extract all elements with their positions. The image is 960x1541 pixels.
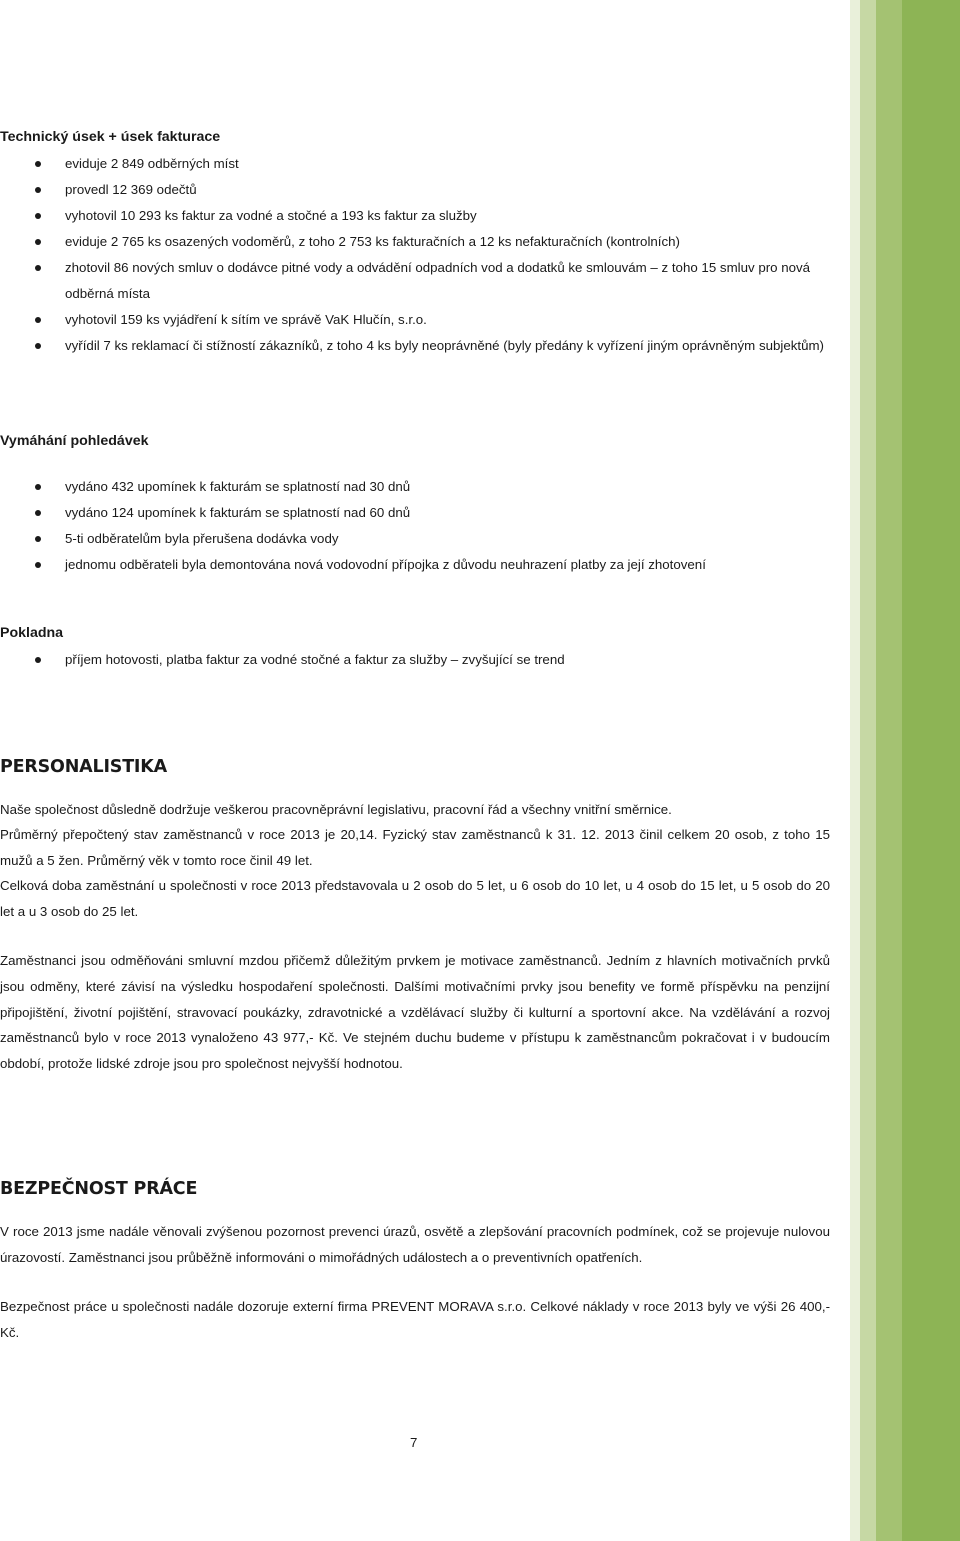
technical-section-title: Technický úsek + úsek fakturace — [0, 129, 221, 145]
bullet-icon — [35, 657, 41, 663]
safety-section-title: BEZPEČNOST PRÁCE — [0, 1179, 198, 1199]
technical-list — [0, 151, 842, 359]
list-item: eviduje 2 849 odběrných míst — [0, 151, 842, 177]
bullet-icon — [35, 343, 41, 349]
cash-section-title: Pokladna — [0, 625, 64, 641]
personnel-paragraph-4: Zaměstnanci jsou odměňováni smluvní mzdou přičemž důležitým prvkem je motivace zaměstnanců. Jedním z hlavních motivačních prvků jsou odměny, které závisí na výsledku hospodaření společnosti. Dalšími motivačními prvky jsou benefity ve formě příspěvku na penzijní připojištění, životní pojištění, stravovací poukázky, zdravotnické a vzdělávací služby či kulturní a sportovní akce. Na vzdělávání a rozvoj zaměstnanců bylo v roce 2013 vynaloženo 43 977,- Kč. Ve stejném duchu budeme v přístupu k zaměstnancům pokračovat i v budoucím období, protože lidské zdroje jsou pro společnost nejvyšší hodnotou. — [0, 953, 830, 1072]
bullet-icon — [35, 510, 41, 516]
personnel-section-title: PERSONALISTIKA — [0, 757, 167, 777]
list-item: zhotovil 86 nových smluv o dodávce pitné vody a odvádění odpadních vod a dodatků ke smlouvám – z toho 15 smluv pro nová odběrná místa — [0, 255, 842, 307]
list-item: příjem hotovosti, platba faktur za vodné stočné a faktur za služby – zvyšující se trend — [0, 647, 842, 673]
list-item: vyhotovil 10 293 ks faktur za vodné a stočné a 193 ks faktur za služby — [0, 203, 842, 229]
safety-paragraph-2: Bezpečnost práce u společnosti nadále dozoruje externí firma PREVENT MORAVA s.r.o. Celkové náklady v roce 2013 byly ve výši 26 400,- Kč. — [0, 1299, 830, 1340]
debts-list — [0, 474, 842, 578]
list-item: vydáno 124 upomínek k fakturám se splatností nad 60 dnů — [0, 500, 842, 526]
page-number: 7 — [410, 1435, 418, 1450]
bullet-icon — [35, 239, 41, 245]
list-item: provedl 12 369 odečtů — [0, 177, 842, 203]
bullet-icon — [35, 187, 41, 193]
safety-paragraph-1: V roce 2013 jsme nadále věnovali zvýšenou pozornost prevenci úrazů, osvětě a zlepšování pracovních podmínek, což se projevuje nulovou úrazovostí. Zaměstnanci jsou průběžně informováni o mimořádných událostech a o preventivních opatřeních. — [0, 1224, 830, 1265]
bullet-icon — [35, 562, 41, 568]
bullet-icon — [35, 213, 41, 219]
decorative-green-sidebar — [846, 0, 960, 1541]
list-item: eviduje 2 765 ks osazených vodoměrů, z toho 2 753 ks fakturačních a 12 ks nefakturačních (kontrolních) — [0, 229, 842, 255]
personnel-paragraph-3: Celková doba zaměstnání u společnosti v roce 2013 představovala u 2 osob do 5 let, u 6 osob do 10 let, u 4 osob do 15 let, u 5 osob do 20 let a u 3 osob do 25 let. — [0, 878, 830, 919]
bullet-icon — [35, 317, 41, 323]
bullet-icon — [35, 536, 41, 542]
debts-section-title: Vymáhání pohledávek — [0, 433, 149, 449]
personnel-paragraph-2: Průměrný přepočtený stav zaměstnanců v roce 2013 je 20,14. Fyzický stav zaměstnanců k 31. 12. 2013 činil celkem 20 osob, z toho 15 mužů a 5 žen. Průměrný věk v tomto roce činil 49 let. — [0, 827, 830, 868]
list-item: vyřídil 7 ks reklamací či stížností zákazníků, z toho 4 ks byly neoprávněné (byly předány k vyřízení jiným oprávněným subjektům) — [0, 333, 842, 359]
list-item: 5-ti odběratelům byla přerušena dodávka vody — [0, 526, 842, 552]
cash-list — [0, 647, 842, 673]
list-item: jednomu odběrateli byla demontována nová vodovodní přípojka z důvodu neuhrazení platby za její zhotovení — [0, 552, 842, 578]
list-item: vydáno 432 upomínek k fakturám se splatností nad 30 dnů — [0, 474, 842, 500]
list-item: vyhotovil 159 ks vyjádření k sítím ve správě VaK Hlučín, s.r.o. — [0, 307, 842, 333]
bullet-icon — [35, 484, 41, 490]
bullet-icon — [35, 161, 41, 167]
personnel-paragraph-1: Naše společnost důsledně dodržuje veškerou pracovněprávní legislativu, pracovní řád a všechny vnitřní směrnice. — [0, 802, 672, 817]
bullet-icon — [35, 265, 41, 271]
